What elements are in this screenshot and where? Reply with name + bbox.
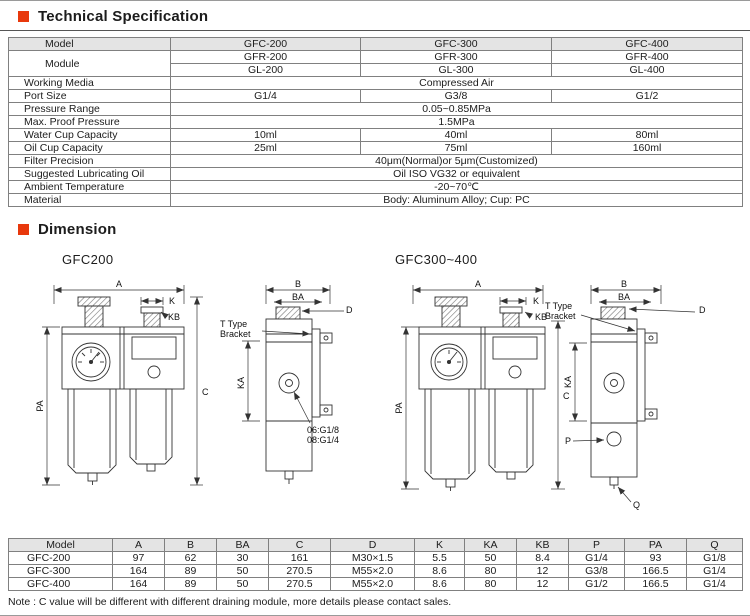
bracket-label-line2: Bracket	[545, 311, 576, 321]
table-cell: 97	[113, 552, 165, 565]
table-cell: 270.5	[269, 565, 331, 578]
table-cell: Q	[687, 539, 743, 552]
table-cell: 8.6	[415, 565, 465, 578]
table-cell: GFC-400	[552, 38, 743, 51]
table-cell: GFC-200	[171, 38, 361, 51]
table-cell: G3/8	[569, 565, 625, 578]
table-cell: D	[331, 539, 415, 552]
dim-label-d: D	[699, 305, 706, 315]
table-cell: A	[113, 539, 165, 552]
table-cell: KA	[465, 539, 517, 552]
port-note-line2: 08:G1/4	[307, 435, 340, 445]
table-cell: GFR-200	[171, 51, 361, 64]
dim-label-ka: KA	[563, 375, 573, 389]
table-cell: 40ml	[361, 129, 552, 142]
port-note-line1: 06:G1/8	[307, 425, 340, 435]
dim-label-c: C	[202, 387, 209, 397]
drawing-title-gfc300-400: GFC300~400	[395, 252, 478, 267]
table-cell: Compressed Air	[171, 77, 743, 90]
section-title-technical-specification: Technical Specification	[38, 8, 209, 25]
gfc300-400-technical-drawing	[377, 271, 737, 526]
dim-label-kb: KB	[168, 312, 181, 322]
table-cell: 5.5	[415, 552, 465, 565]
table-cell: G1/4	[687, 578, 743, 591]
table-cell: -20~70℃	[171, 181, 743, 194]
table-cell: 160ml	[552, 142, 743, 155]
table-cell: BA	[217, 539, 269, 552]
table-cell: 8.4	[517, 552, 569, 565]
unit-body	[419, 327, 545, 389]
table-cell: 166.5	[625, 578, 687, 591]
drawing-block-gfc200	[14, 240, 359, 526]
t-bracket	[637, 329, 657, 421]
table-cell: Model	[9, 38, 171, 51]
table-cell: Module	[9, 51, 171, 77]
side-knob	[276, 307, 300, 319]
table-row	[9, 194, 743, 207]
table-row	[9, 103, 743, 116]
table-cell: 164	[113, 565, 165, 578]
table-cell: G3/8	[361, 90, 552, 103]
dim-label-ka: KA	[236, 376, 246, 390]
oil-fill-cap	[144, 313, 160, 327]
table-cell: Filter Precision	[9, 155, 171, 168]
table-row	[9, 155, 743, 168]
dim-label-p: P	[565, 436, 572, 446]
side-view	[591, 307, 657, 489]
table-cell: 50	[217, 565, 269, 578]
dim-label-c: C	[563, 391, 570, 401]
dim-label-ba: BA	[617, 292, 631, 302]
drawing-labels	[394, 279, 706, 510]
table-cell: G1/2	[569, 578, 625, 591]
table-cell: 89	[165, 578, 217, 591]
table-cell: 0.05~0.85MPa	[171, 103, 743, 116]
table-cell: 8.6	[415, 578, 465, 591]
table-cell: GL-400	[552, 64, 743, 77]
table-cell: GFC-300	[361, 38, 552, 51]
front-view	[419, 297, 548, 491]
table-cell: Oil ISO VG32 or equivalent	[171, 168, 743, 181]
table-cell: 30	[217, 552, 269, 565]
table-cell: GFR-400	[552, 51, 743, 64]
table-cell: GL-200	[171, 64, 361, 77]
dim-label-a: A	[474, 279, 482, 289]
table-cell: 50	[465, 552, 517, 565]
side-knob	[601, 307, 625, 319]
table-cell: K	[415, 539, 465, 552]
table-cell: 40μm(Normal)or 5μm(Customized)	[171, 155, 743, 168]
table-cell: Pressure Range	[9, 103, 171, 116]
oil-fill-cap	[503, 313, 519, 327]
table-cell: KB	[517, 539, 569, 552]
table-row	[9, 565, 743, 578]
filter-bowl	[425, 389, 475, 491]
table-row	[9, 552, 743, 565]
table-cell: Port Size	[9, 90, 171, 103]
table-cell: 166.5	[625, 565, 687, 578]
dim-label-k: K	[169, 296, 176, 306]
table-cell: 62	[165, 552, 217, 565]
bracket-label-line1: T Type	[220, 319, 248, 329]
table-cell: 161	[269, 552, 331, 565]
table-row	[9, 116, 743, 129]
table-row	[9, 168, 743, 181]
table-row	[9, 129, 743, 142]
table-cell: 10ml	[171, 129, 361, 142]
table-cell: C	[269, 539, 331, 552]
dimension-drawings	[14, 240, 750, 526]
table-cell: Body: Aluminum Alloy; Cup: PC	[171, 194, 743, 207]
table-row	[9, 578, 743, 591]
table-cell: 89	[165, 565, 217, 578]
section-bullet-icon	[18, 224, 29, 235]
header-divider	[0, 30, 750, 31]
table-cell: GFC-300	[9, 565, 113, 578]
dim-label-b: B	[620, 279, 628, 289]
table-cell: G1/8	[687, 552, 743, 565]
table-cell: Water Cup Capacity	[9, 129, 171, 142]
table-row	[9, 90, 743, 103]
table-cell: B	[165, 539, 217, 552]
table-cell: GL-300	[361, 64, 552, 77]
dim-label-pa: PA	[394, 402, 404, 414]
bracket-label-line1: T Type	[545, 301, 573, 311]
drain-stem	[285, 471, 293, 479]
dim-label-a: A	[115, 279, 123, 289]
section-bullet-icon	[18, 11, 29, 22]
table-cell: Ambient Temperature	[9, 181, 171, 194]
table-cell: 93	[625, 552, 687, 565]
dim-label-k: K	[533, 296, 540, 306]
table-cell: 80	[465, 578, 517, 591]
dim-label-b: B	[294, 279, 302, 289]
table-row	[9, 51, 743, 64]
table-cell: 270.5	[269, 578, 331, 591]
table-cell: 75ml	[361, 142, 552, 155]
table-cell: Max. Proof Pressure	[9, 116, 171, 129]
table-cell: Model	[9, 539, 113, 552]
dim-label-kb: KB	[535, 312, 548, 322]
filter-bowl	[68, 389, 116, 485]
table-cell: M55×2.0	[331, 578, 415, 591]
table-cell: GFR-300	[361, 51, 552, 64]
t-bracket	[312, 329, 332, 417]
dim-label-pa: PA	[35, 400, 45, 412]
gfc200-technical-drawing	[14, 271, 359, 526]
regulator-knob	[435, 297, 467, 306]
drawing-block-gfc300-400	[377, 240, 737, 526]
table-cell: GFC-200	[9, 552, 113, 565]
lubricator-bowl	[489, 389, 533, 479]
table-cell: 25ml	[171, 142, 361, 155]
section-header-dimension	[18, 221, 750, 238]
side-body	[591, 319, 637, 477]
table-cell: GFC-400	[9, 578, 113, 591]
dim-label-q: Q	[633, 500, 641, 510]
table-cell: G1/4	[687, 565, 743, 578]
table-cell: M55×2.0	[331, 565, 415, 578]
section-title-dimension: Dimension	[38, 221, 117, 238]
table-cell: 80	[465, 565, 517, 578]
dimension-table	[8, 538, 743, 591]
table-cell: G1/4	[569, 552, 625, 565]
technical-specification-table	[8, 37, 743, 207]
table-row	[9, 539, 743, 552]
table-cell: Suggested Lubricating Oil	[9, 168, 171, 181]
table-row	[9, 77, 743, 90]
table-cell: 12	[517, 578, 569, 591]
table-row	[9, 181, 743, 194]
lubricator-bowl	[130, 389, 172, 471]
dim-label-d: D	[346, 305, 353, 315]
table-cell: 1.5MPa	[171, 116, 743, 129]
table-row	[9, 38, 743, 51]
unit-body	[62, 327, 184, 389]
regulator-knob	[78, 297, 110, 306]
table-cell: Material	[9, 194, 171, 207]
bracket-label-line2: Bracket	[220, 329, 251, 339]
table-cell: 164	[113, 578, 165, 591]
table-cell: 12	[517, 565, 569, 578]
drawing-title-gfc200: GFC200	[62, 252, 114, 267]
dim-label-ba: BA	[291, 292, 305, 302]
front-view	[62, 297, 184, 485]
table-cell: 50	[217, 578, 269, 591]
table-cell: 80ml	[552, 129, 743, 142]
table-row	[9, 142, 743, 155]
table-cell: G1/2	[552, 90, 743, 103]
table-cell: Working Media	[9, 77, 171, 90]
drain-stem	[610, 477, 618, 485]
table-cell: G1/4	[171, 90, 361, 103]
section-header-technical-specification	[18, 8, 750, 25]
table-cell: P	[569, 539, 625, 552]
table-cell: PA	[625, 539, 687, 552]
table-cell: M30×1.5	[331, 552, 415, 565]
footnote: Note : C value will be different with different draining module, more details please contact sales.	[8, 596, 452, 608]
table-cell: Oil Cup Capacity	[9, 142, 171, 155]
